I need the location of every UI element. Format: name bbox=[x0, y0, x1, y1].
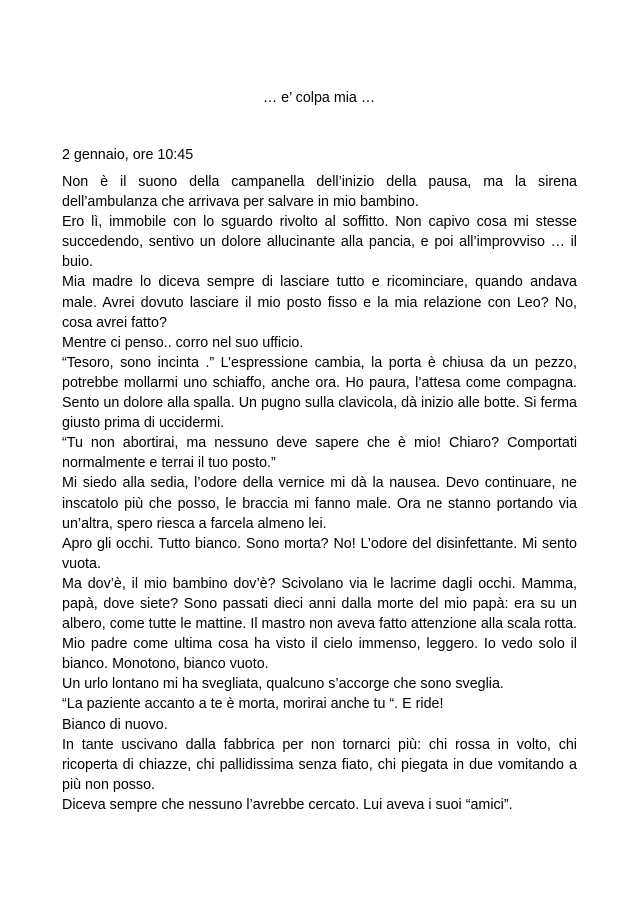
document-title: … e’ colpa mia … bbox=[262, 90, 376, 106]
paragraph: Mentre ci penso.. corro nel suo ufficio. bbox=[62, 334, 304, 351]
paragraph: “Tesoro, sono incinta .” L’espressione cambia, la porta è chiusa da un pezzo, potrebbe mollarmi uno schiaffo, anche ora. Ho paura, l’attesa come compagna. Sento un dolore alla spalla. Un pugno sulla clavicola, dà inizio alle botte. Si ferma giusto prima di uccidermi. bbox=[62, 354, 577, 432]
paragraph: Bianco di nuovo. bbox=[62, 716, 168, 733]
dateline: 2 gennaio, ore 10:45 bbox=[62, 147, 194, 163]
paragraph: Apro gli occhi. Tutto bianco. Sono morta? No! L’odore del disinfettante. Mi sento vuota. bbox=[62, 535, 577, 572]
paragraph: “La paziente accanto a te è morta, morirai anche tu “. E ride! bbox=[62, 696, 444, 713]
paragraph: Mia madre lo diceva sempre di lasciare tutto e ricominciare, quando andava male. Avrei dovuto lasciare il mio posto fisso e la mia relazione con Leo? No, cosa avrei fatto? bbox=[62, 274, 577, 331]
paragraph: Diceva sempre che nessuno l’avrebbe cercato. Lui aveva i suoi “amici”. bbox=[62, 796, 513, 813]
paragraph: Non è il suono della campanella dell’inizio della pausa, ma la sirena dell’ambulanza che arrivava per salvare in mio bambino. bbox=[62, 174, 577, 211]
body-text bbox=[62, 172, 577, 815]
paragraph: Mi siedo alla sedia, l’odore della vernice mi dà la nausea. Devo continuare, ne inscatolo più che posso, le braccia mi fanno male. Ora ne stanno portando via un’altra, spero riesca a farcela almeno lei. bbox=[62, 475, 577, 532]
paragraph: Un urlo lontano mi ha svegliata, qualcuno s’accorge che sono sveglia. bbox=[62, 676, 504, 693]
paragraph: Ma dov’è, il mio bambino dov’è? Scivolano via le lacrime dagli occhi. Mamma, papà, dove siete? Sono passati dieci anni dalla morte del mio papà: era su un albero, come tutte le mattine. Il mastro non aveva fatto attenzione alla scala rotta. Mio padre come ultima cosa ha visto il cielo immenso, leggero. Io vedo solo il bianco. Monotono, bianco vuoto. bbox=[62, 575, 577, 673]
paragraph: “Tu non abortirai, ma nessuno deve sapere che è mio! Chiaro? Comportati normalmente e terrai il tuo posto.” bbox=[62, 435, 577, 472]
paragraph: Ero lì, immobile con lo sguardo rivolto al soffitto. Non capivo cosa mi stesse succedendo, sentivo un dolore allucinante alla pancia, e poi all’improvviso … il buio. bbox=[62, 214, 577, 271]
paragraph: In tante uscivano dalla fabbrica per non tornarci più: chi rossa in volto, chi ricoperta di chiazze, chi pallidissima senza fiato, chi piegata in due vomitando a più non posso. bbox=[62, 736, 577, 793]
